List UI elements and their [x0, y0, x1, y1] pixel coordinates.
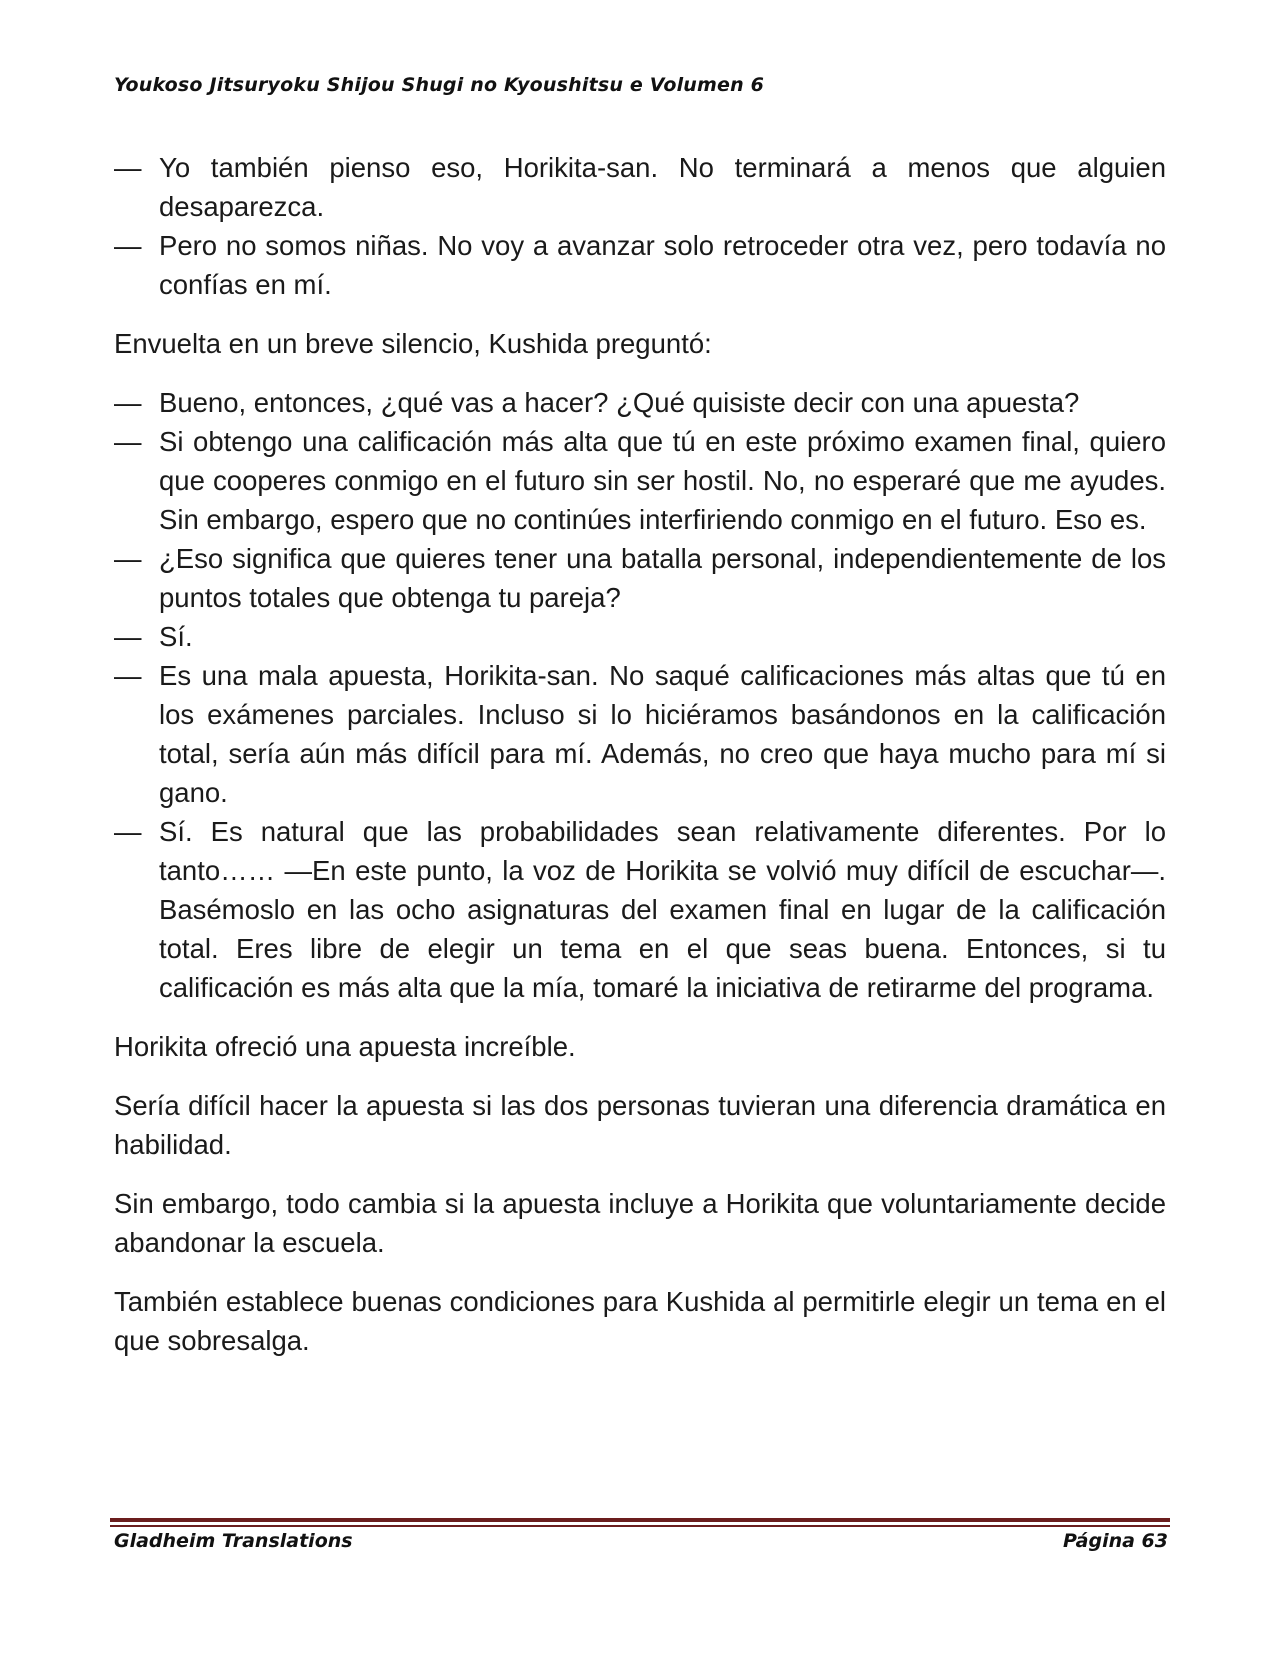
dialogue-line: [114, 383, 1166, 422]
footer-credit: Gladheim Translations: [114, 1530, 353, 1552]
dialogue-dash: —: [114, 660, 142, 691]
page-content: [114, 148, 1166, 1360]
dialogue-text: Si obtengo una calificación más alta que tú en este próximo examen final, quiero que cooperes conmigo en el futuro sin ser hostil. No, no esperaré que me ayudes. Sin embargo, espero que no continúes interfiriendo conmigo en el futuro. Eso es.: [159, 426, 1166, 535]
dialogue-line: [114, 656, 1166, 812]
dialogue-text: ¿Eso significa que quieres tener una batalla personal, independientemente de los puntos totales que obtenga tu pareja?: [159, 543, 1166, 613]
dialogue-dash: —: [114, 543, 142, 574]
narration-paragraph: Sería difícil hacer la apuesta si las dos personas tuvieran una diferencia dramática en habilidad.: [114, 1090, 1166, 1160]
dialogue-text: Yo también pienso eso, Horikita-san. No terminará a menos que alguien desaparezca.: [159, 152, 1166, 222]
dialogue-text: Sí.: [159, 621, 193, 652]
narration-paragraph: Envuelta en un breve silencio, Kushida preguntó:: [114, 328, 712, 359]
dialogue-dash: —: [114, 230, 142, 261]
dialogue-line: [114, 617, 1166, 656]
dialogue-dash: —: [114, 816, 142, 847]
footer-divider-thick: [110, 1518, 1170, 1522]
dialogue-dash: —: [114, 426, 142, 457]
dialogue-line: [114, 812, 1166, 1007]
footer-divider-thin: [110, 1525, 1170, 1527]
dialogue-line: [114, 148, 1166, 226]
dialogue-text: Sí. Es natural que las probabilidades sean relativamente diferentes. Por lo tanto…… —En este punto, la voz de Horikita se volvió muy difícil de escuchar—. Basémoslo en las ocho asignaturas del examen final en lugar de la calificación total. Eres libre de elegir un tema en el que seas buena. Entonces, si tu calificación es más alta que la mía, tomaré la iniciativa de retirarme del programa.: [159, 816, 1166, 1003]
narration-paragraph: También establece buenas condiciones para Kushida al permitirle elegir un tema en el que sobresalga.: [114, 1286, 1166, 1356]
dialogue-line: [114, 422, 1166, 539]
dialogue-dash: —: [114, 152, 142, 183]
dialogue-line: [114, 539, 1166, 617]
dialogue-dash: —: [114, 387, 142, 418]
footer-page-number: Página 63: [1062, 1530, 1168, 1552]
dialogue-text: Pero no somos niñas. No voy a avanzar solo retroceder otra vez, pero todavía no confías en mí.: [159, 230, 1166, 300]
narration-paragraph: Sin embargo, todo cambia si la apuesta incluye a Horikita que voluntariamente decide abandonar la escuela.: [114, 1188, 1166, 1258]
dialogue-line: [114, 226, 1166, 304]
dialogue-dash: —: [114, 621, 142, 652]
dialogue-text: Es una mala apuesta, Horikita-san. No saqué calificaciones más altas que tú en los exámenes parciales. Incluso si lo hiciéramos basándonos en la calificación total, sería aún más difícil para mí. Además, no creo que haya mucho para mí si gano.: [159, 660, 1166, 808]
page-header-title: Youkoso Jitsuryoku Shijou Shugi no Kyoushitsu e Volumen 6: [114, 74, 765, 96]
narration-paragraph: Horikita ofreció una apuesta increíble.: [114, 1031, 576, 1062]
dialogue-text: Bueno, entonces, ¿qué vas a hacer? ¿Qué quisiste decir con una apuesta?: [159, 387, 1080, 418]
